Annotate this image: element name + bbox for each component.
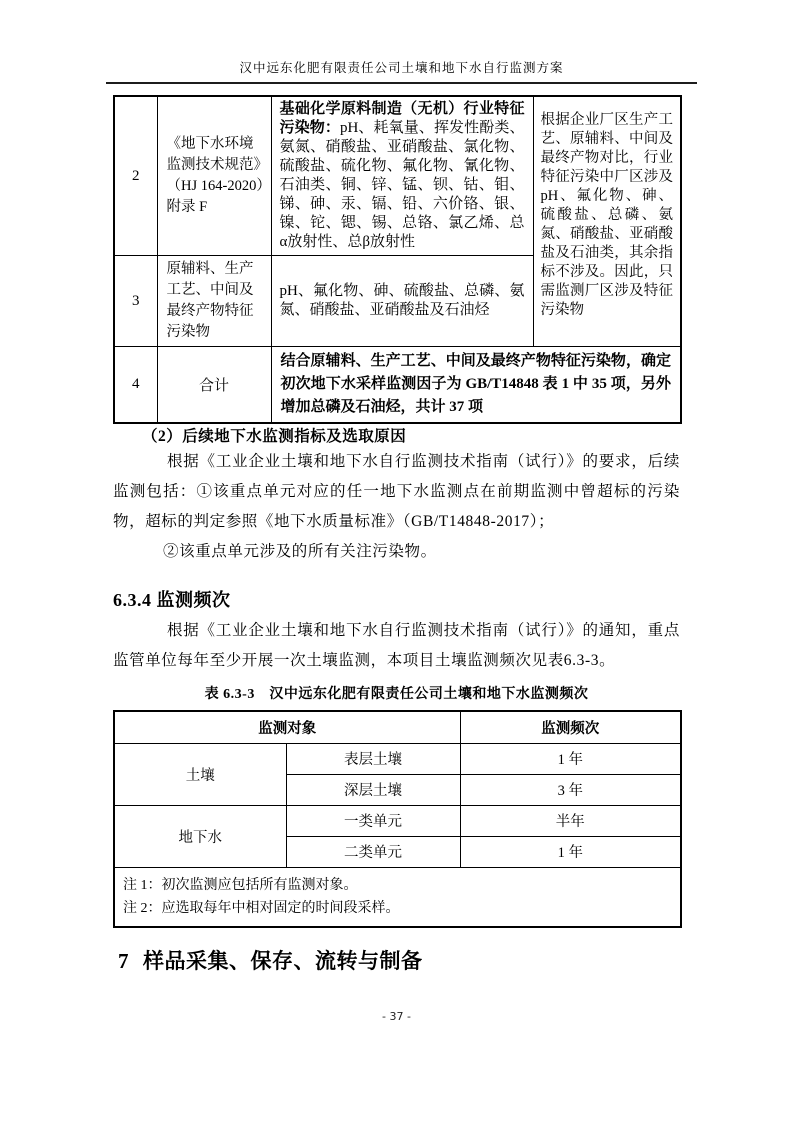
table-row (114, 347, 681, 424)
note-2: 注 2：应选取每年中相对固定的时间段采样。 (123, 900, 400, 916)
total-label-cell (157, 347, 271, 424)
total-label: 合计 (198, 378, 229, 394)
basis-cell (157, 96, 271, 256)
group-cell (114, 743, 286, 805)
header-frequency: 监测频次 (541, 720, 600, 737)
factors-cell (271, 96, 533, 256)
followup-paragraph-2: ②该重点单元涉及的所有关注污染物。 (163, 543, 437, 560)
row-number-cell (114, 96, 157, 256)
sub-object-cell (286, 805, 460, 836)
frequency-cell (460, 743, 681, 774)
table-notes-row (114, 867, 681, 927)
page-body (113, 95, 680, 976)
sub-object: 表层土壤 (344, 752, 402, 768)
sub-object-cell (286, 836, 460, 867)
frequency-value: 1 年 (557, 845, 583, 861)
frequency-value: 3 年 (557, 783, 583, 799)
page-number: - 37 - (382, 1010, 411, 1023)
section-634-paragraph: 根据《工业企业土壤和地下水自行监测技术指南（试行）》的通知，重点监管单位每年至少开展一次土壤监测，本项目土壤监测频次见表6.3-3。 (113, 622, 680, 669)
sub-object-cell (286, 743, 460, 774)
frequency-value: 1 年 (557, 752, 583, 768)
table-header-row (114, 711, 681, 743)
sub-object: 二类单元 (344, 845, 402, 861)
summary-cell (271, 347, 681, 424)
basis-text: 《地下水环境监测技术规范》（HJ 164-2020）附录 F (166, 136, 264, 215)
row-number: 4 (132, 376, 140, 392)
group-label: 土壤 (185, 767, 215, 784)
reason-cell (533, 96, 681, 347)
sub-object: 一类单元 (344, 814, 402, 830)
section-634-heading: 6.3.4 监测频次 (113, 590, 231, 610)
note-1: 注 1：初次监测应包括所有监测对象。 (123, 877, 358, 893)
pollutant-factor-table (113, 95, 682, 424)
summary-text: 结合原辅料、生产工艺、中间及最终产物特征污染物，确定初次地下水采样监测因子为 GB/T14848 表 1 中 35 项，另外增加总磷及石油烃，共计 37 项 (280, 353, 671, 415)
sub-object-cell (286, 774, 460, 805)
basis-cell (157, 256, 271, 347)
table-row (114, 743, 681, 774)
notes-cell (114, 867, 681, 927)
header-frequency-cell (460, 711, 681, 743)
row-number: 2 (132, 167, 140, 184)
table-row (114, 805, 681, 836)
group-cell (114, 805, 286, 867)
frequency-cell (460, 836, 681, 867)
followup-paragraph-1: 根据《工业企业土壤和地下水自行监测技术指南（试行）》的要求，后续监测包括：①该重点单元对应的任一地下水监测点在前期监测中曾超标的污染物，超标的判定参照《地下水质量标准》（GB/T14848-2017）； (113, 453, 680, 530)
reason-text: 根据企业厂区生产工艺、原辅料、中间及最终产物对比，行业特征污染中厂区涉及pH、氟化物、砷、硫酸盐、总磷、氨氮、硝酸盐、亚硝酸盐及石油类，其余指标不涉及。因此，只需监测厂区涉及特征污染物 (540, 112, 673, 318)
frequency-value: 半年 (555, 814, 585, 830)
frequency-cell (460, 774, 681, 805)
table-row (114, 96, 681, 256)
section-7-title: 样品采集、保存、流转与制备 (143, 948, 423, 973)
factors-lead: 基础化学原料制造（无机）行业特征污染物： (279, 101, 525, 136)
factors-list: pH、耗氧量、挥发性酚类、氨氮、硝酸盐、亚硝酸盐、氯化物、硫酸盐、硫化物、氟化物、氰化物、石油类、铜、锌、锰、钡、钴、钼、锑、砷、汞、镉、铅、六价铬、银、镍、铊、锶、锡、总铬、氯乙烯、总α放射性、总β放射性 (279, 120, 525, 250)
section-7-heading (113, 946, 680, 976)
header-title: 汉中远东化肥有限责任公司土壤和地下水自行监测方案 (239, 61, 564, 75)
followup-heading: （2）后续地下水监测指标及选取原因 (142, 428, 407, 445)
row-number-cell (114, 256, 157, 347)
section-7-number: 7 (118, 948, 129, 973)
frequency-cell (460, 805, 681, 836)
basis-text: 原辅料、生产工艺、中间及最终产物特征污染物 (166, 261, 254, 340)
sub-object: 深层土壤 (344, 783, 402, 799)
row-number-cell (114, 347, 157, 424)
page-header (106, 58, 697, 84)
header-object-cell (114, 711, 460, 743)
monitoring-frequency-table (113, 710, 682, 928)
page-footer (0, 1010, 793, 1023)
row-number: 3 (132, 292, 140, 309)
header-object: 监测对象 (258, 720, 317, 737)
freq-table-caption: 表 6.3-3 汉中远东化肥有限责任公司土壤和地下水监测频次 (204, 687, 589, 702)
group-label: 地下水 (178, 829, 222, 846)
factors-cell (271, 256, 533, 347)
factors-list: pH、氟化物、砷、硫酸盐、总磷、氨氮、硝酸盐、亚硝酸盐及石油烃 (279, 283, 525, 318)
